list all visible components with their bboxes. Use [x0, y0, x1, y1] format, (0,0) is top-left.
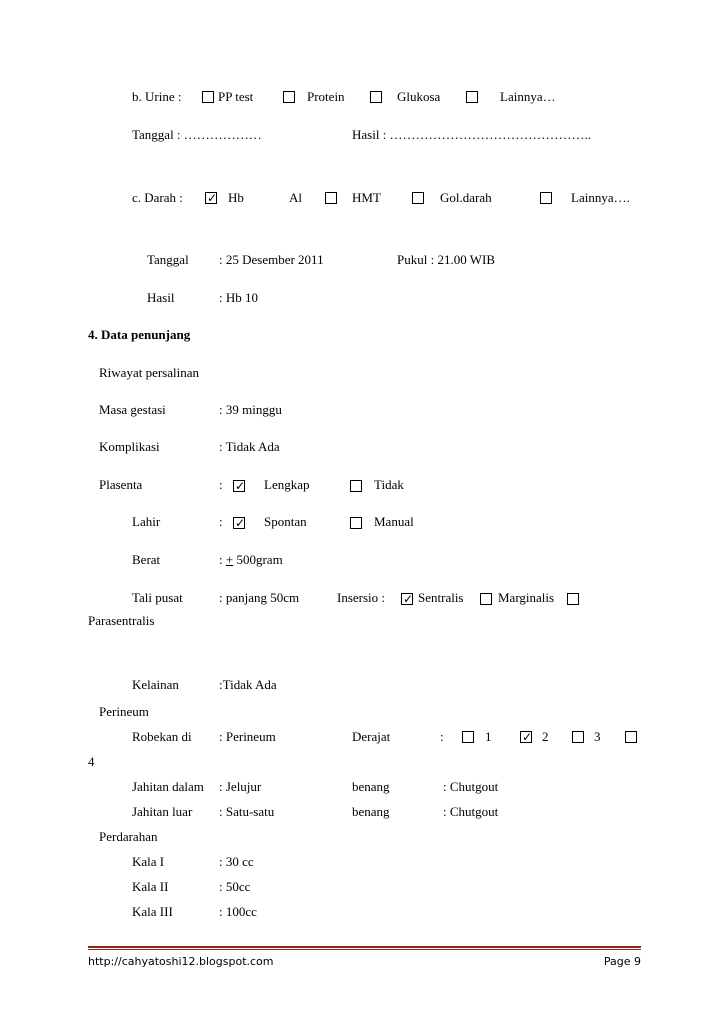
perineum-heading: Perineum: [99, 704, 149, 719]
benang-label-1: benang: [352, 779, 390, 794]
sentralis-label: Sentralis: [418, 590, 464, 605]
plus-minus-sign: +: [225, 552, 234, 567]
kala-2-label: Kala II: [132, 879, 169, 894]
pp-test-label: PP test: [218, 89, 254, 104]
tidak-label: Tidak: [374, 477, 404, 492]
lengkap-label: Lengkap: [264, 477, 310, 492]
urine-label: b. Urine :: [132, 89, 182, 104]
berat-value: : + 500gram: [219, 552, 283, 567]
jahitan-luar-value: : Satu-satu: [219, 804, 275, 819]
kala-1-label: Kala I: [132, 854, 165, 869]
masa-gestasi-label: Masa gestasi: [99, 402, 166, 417]
spontan-checkbox[interactable]: [233, 517, 245, 529]
parasentralis-label: Parasentralis: [88, 613, 155, 628]
section-heading: 4. Data penunjang: [88, 327, 191, 342]
spontan-label: Spontan: [264, 514, 307, 529]
masa-gestasi-value: : 39 minggu: [219, 402, 282, 417]
lahir-colon: :: [219, 514, 223, 529]
komplikasi-value: : Tidak Ada: [219, 439, 280, 454]
derajat-4-label: 4: [88, 754, 95, 769]
jahitan-dalam-value: : Jelujur: [219, 779, 262, 794]
darah-label: c. Darah :: [132, 190, 183, 205]
robekan-label: Robekan di: [132, 729, 192, 744]
parasentralis-checkbox[interactable]: [567, 593, 579, 605]
darah-hasil-label: Hasil: [147, 290, 175, 305]
darah-lainnya-label: Lainnya….: [571, 190, 630, 205]
kala-2-value: : 50cc: [219, 879, 251, 894]
urine-tanggal: Tanggal : ………………: [132, 127, 262, 142]
footer-rule-thin: [88, 949, 641, 950]
derajat-4-checkbox[interactable]: [625, 731, 637, 743]
derajat-1-checkbox[interactable]: [462, 731, 474, 743]
derajat-colon: :: [440, 729, 444, 744]
tidak-checkbox[interactable]: [350, 480, 362, 492]
lahir-label: Lahir: [132, 514, 161, 529]
kelainan-label: Kelainan: [132, 677, 179, 692]
kala-3-label: Kala III: [132, 904, 173, 919]
derajat-2-checkbox[interactable]: [520, 731, 532, 743]
hmt-checkbox[interactable]: [325, 192, 337, 204]
glukosa-label: Glukosa: [397, 89, 441, 104]
hmt-label: HMT: [352, 190, 381, 205]
urine-hasil: Hasil : ………………………………………..: [352, 127, 592, 142]
pp-test-checkbox[interactable]: [202, 91, 214, 103]
darah-tanggal-value: : 25 Desember 2011: [219, 252, 324, 267]
benang-value-1: : Chutgout: [443, 779, 499, 794]
lengkap-checkbox[interactable]: [233, 480, 245, 492]
plasenta-label: Plasenta: [99, 477, 143, 492]
protein-checkbox[interactable]: [283, 91, 295, 103]
manual-checkbox[interactable]: [350, 517, 362, 529]
riwayat-persalinan: Riwayat persalinan: [99, 365, 199, 380]
urine-lainnya-checkbox[interactable]: [466, 91, 478, 103]
derajat-label: Derajat: [352, 729, 391, 744]
darah-lainnya-checkbox[interactable]: [540, 192, 552, 204]
gol-darah-checkbox[interactable]: [412, 192, 424, 204]
kala-1-value: : 30 cc: [219, 854, 254, 869]
sentralis-checkbox[interactable]: [401, 593, 413, 605]
glukosa-checkbox[interactable]: [370, 91, 382, 103]
protein-label: Protein: [307, 89, 345, 104]
tali-pusat-value: : panjang 50cm: [219, 590, 300, 605]
plasenta-colon: :: [219, 477, 223, 492]
jahitan-luar-label: Jahitan luar: [132, 804, 193, 819]
berat-label: Berat: [132, 552, 161, 567]
footer-rule: [88, 946, 641, 948]
derajat-1-label: 1: [485, 729, 492, 744]
kelainan-value: :Tidak Ada: [219, 677, 277, 692]
footer-page-number: Page 9: [603, 955, 641, 968]
benang-label-2: benang: [352, 804, 390, 819]
robekan-value: : Perineum: [219, 729, 276, 744]
al-label: Al: [289, 190, 302, 205]
derajat-3-label: 3: [594, 729, 601, 744]
urine-lainnya-label: Lainnya…: [500, 89, 556, 104]
perdarahan-heading: Perdarahan: [99, 829, 158, 844]
darah-hasil-value: : Hb 10: [219, 290, 258, 305]
insersio-label: Insersio :: [337, 590, 386, 605]
manual-label: Manual: [374, 514, 414, 529]
darah-tanggal-label: Tanggal: [147, 252, 189, 267]
tali-pusat-label: Tali pusat: [132, 590, 183, 605]
derajat-3-checkbox[interactable]: [572, 731, 584, 743]
jahitan-dalam-label: Jahitan dalam: [132, 779, 204, 794]
hb-checkbox[interactable]: [205, 192, 217, 204]
benang-value-2: : Chutgout: [443, 804, 499, 819]
komplikasi-label: Komplikasi: [99, 439, 160, 454]
footer-url[interactable]: http://cahyatoshi12.blogspot.com: [88, 955, 274, 968]
gol-darah-label: Gol.darah: [440, 190, 492, 205]
hb-label: Hb: [228, 190, 244, 205]
marginalis-label: Marginalis: [498, 590, 555, 605]
kala-3-value: : 100cc: [219, 904, 257, 919]
darah-pukul: Pukul : 21.00 WIB: [397, 252, 495, 267]
derajat-2-label: 2: [542, 729, 549, 744]
marginalis-checkbox[interactable]: [480, 593, 492, 605]
